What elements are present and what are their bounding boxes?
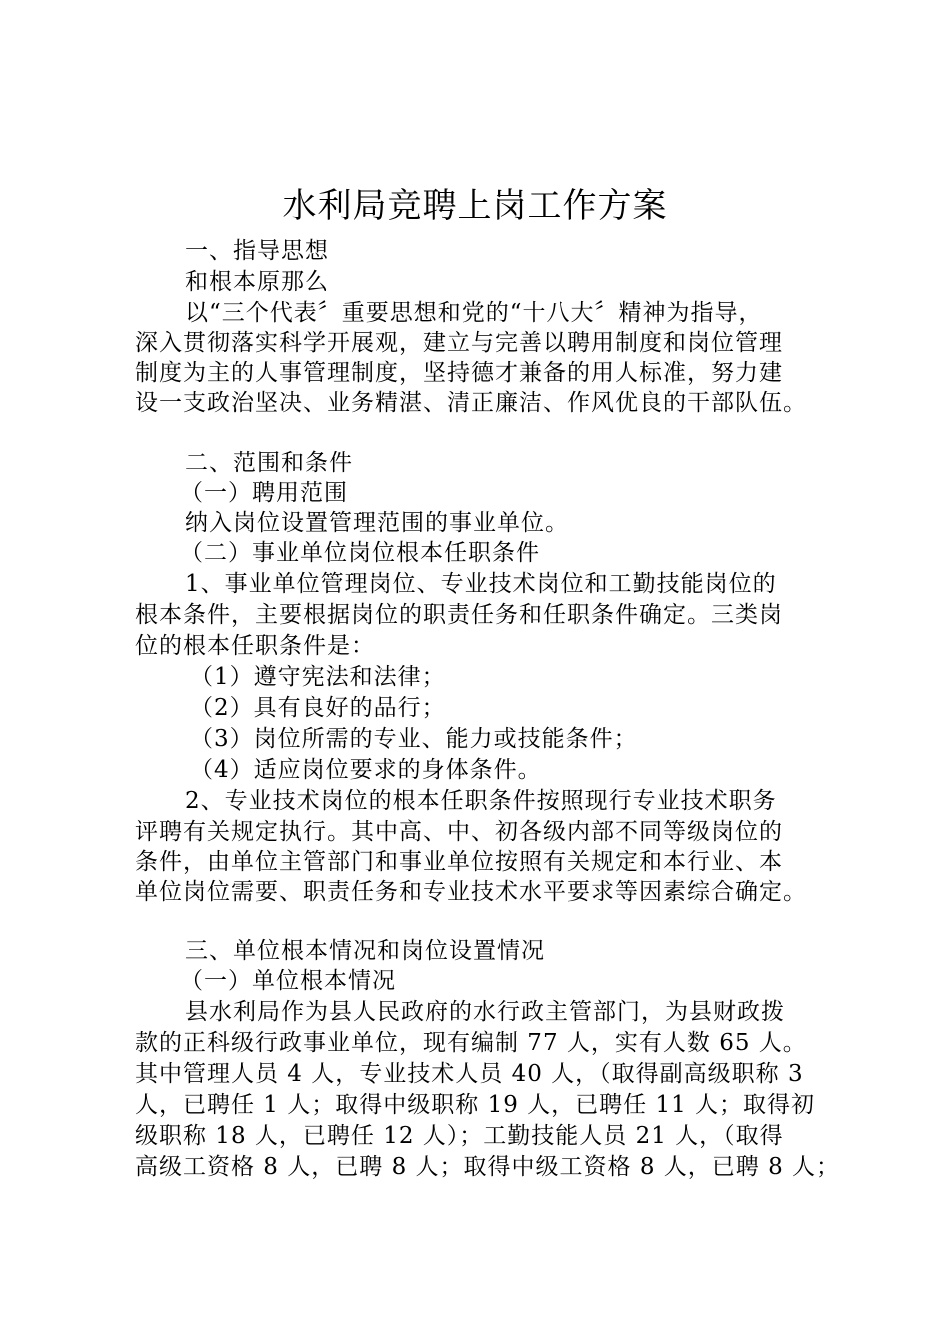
subsection-heading: （一）单位根本情况	[180, 968, 396, 994]
paragraph-line: 款的正科级行政事业单位，现有编制 77 人，实有人数 65 人。	[135, 1030, 807, 1056]
paragraph-line: 条件，由单位主管部门和事业单位按照有关规定和本行业、本	[135, 849, 783, 875]
paragraph-line: 人，已聘任 1 人；取得中级职称 19 人，已聘任 11 人；取得初	[135, 1092, 816, 1118]
paragraph-line: 设一支政治坚决、业务精湛、清正廉洁、作风优良的干部队伍。	[135, 390, 807, 416]
paragraph-line: 高级工资格 8 人，已聘 8 人；取得中级工资格 8 人，已聘 8 人；	[135, 1154, 841, 1180]
list-item: （3）岗位所需的专业、能力或技能条件；	[190, 726, 638, 752]
list-item: （4）适应岗位要求的身体条件。	[190, 757, 542, 783]
paragraph-line: 以“三个代表〞重要思想和党的“十八大〞精神为指导，	[185, 300, 763, 326]
paragraph-line: 其中管理人员 4 人，专业技术人员 40 人，（取得副高级职称 3	[135, 1061, 804, 1087]
section-heading: 一、指导思想	[185, 238, 329, 264]
section-subheading: 和根本原那么	[185, 269, 329, 295]
list-item: （2）具有良好的品行；	[190, 695, 446, 721]
paragraph-line: 评聘有关规定执行。其中高、中、初各级内部不同等级岗位的	[135, 819, 783, 845]
list-item: （1）遵守宪法和法律；	[190, 664, 446, 690]
subsection-heading: （一）聘用范围	[180, 480, 348, 506]
document-title: 水利局竞聘上岗工作方案	[282, 186, 668, 226]
section-heading: 三、单位根本情况和岗位设置情况	[185, 938, 545, 964]
paragraph-line: 县水利局作为县人民政府的水行政主管部门，为县财政拨	[185, 999, 785, 1025]
section-heading: 二、范围和条件	[185, 450, 353, 476]
paragraph-line: 根本条件，主要根据岗位的职责任务和任职条件确定。三类岗	[135, 602, 783, 628]
paragraph-line: 制度为主的人事管理制度，坚持德才兼备的用人标准，努力建	[135, 360, 783, 386]
paragraph-line: 位的根本任职条件是：	[135, 633, 375, 659]
subsection-heading: （二）事业单位岗位根本任职条件	[180, 540, 540, 566]
paragraph-line: 级职称 18 人，已聘任 12 人）；工勤技能人员 21 人，（取得	[135, 1123, 784, 1149]
paragraph-line: 深入贯彻落实科学开展观，建立与完善以聘用制度和岗位管理	[135, 330, 783, 356]
paragraph-line: 纳入岗位设置管理范围的事业单位。	[185, 510, 569, 536]
paragraph-line: 1、事业单位管理岗位、专业技术岗位和工勤技能岗位的	[185, 571, 777, 597]
paragraph-line: 单位岗位需要、职责任务和专业技术水平要求等因素综合确定。	[135, 879, 807, 905]
paragraph-line: 2、专业技术岗位的根本任职条件按照现行专业技术职务	[185, 788, 777, 814]
